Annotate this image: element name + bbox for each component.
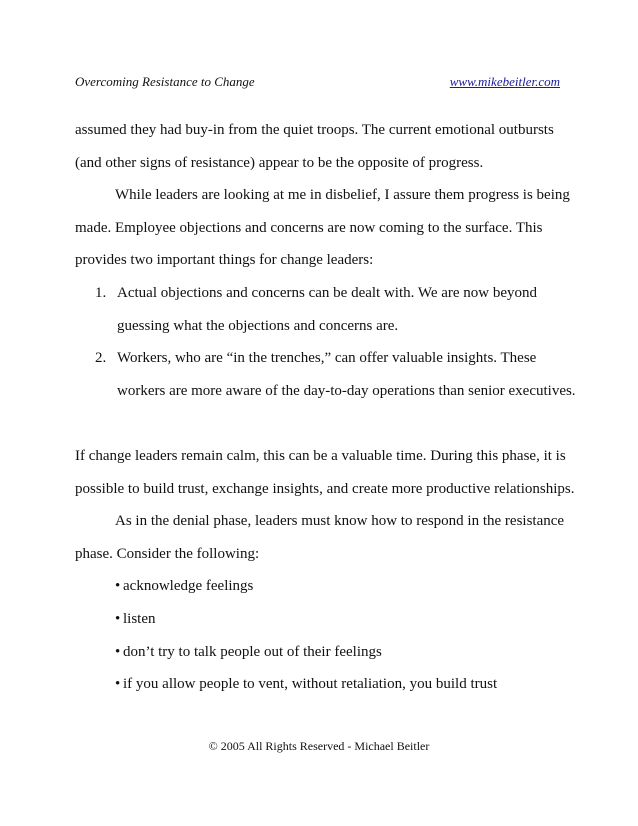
paragraph-line: phase. Consider the following: — [75, 545, 260, 562]
bullet-item — [75, 570, 575, 603]
list-item-continuation: workers are more aware of the day-to-day operations than senior executives. — [117, 382, 576, 399]
paragraph-line: While leaders are looking at me in disbelief, I assure them progress is being — [115, 187, 570, 204]
numbered-list-item — [75, 277, 575, 310]
paragraph-line: (and other signs of resistance) appear to be the opposite of progress. — [75, 154, 484, 171]
bullet-text: don’t try to talk people out of their feelings — [123, 643, 382, 660]
website-link[interactable]: www.mikebeitler.com — [449, 74, 560, 89]
numbered-list-item — [75, 342, 575, 375]
page-footer: © 2005 All Rights Reserved - Michael Beitler — [208, 739, 430, 753]
bullet-item — [75, 603, 575, 636]
list-number: 1. — [95, 284, 107, 301]
bullet-icon: • — [115, 676, 121, 693]
paragraph-line: If change leaders remain calm, this can be a valuable time. During this phase, it is — [75, 447, 566, 464]
bullet-item — [75, 636, 575, 669]
paragraph-line: As in the denial phase, leaders must know how to respond in the resistance — [115, 513, 565, 530]
document-title: Overcoming Resistance to Change — [75, 74, 255, 89]
list-item-continuation: guessing what the objections and concerns are. — [117, 317, 399, 334]
list-item-text: Actual objections and concerns can be dealt with. We are now beyond — [117, 284, 538, 301]
bullet-icon: • — [115, 643, 121, 660]
bullet-text: listen — [123, 610, 156, 627]
bullet-item — [75, 668, 575, 701]
paragraph-line: provides two important things for change leaders: — [75, 252, 374, 269]
bullet-icon: • — [115, 610, 121, 627]
page-body — [75, 114, 575, 701]
paragraph-line: possible to build trust, exchange insights, and create more productive relationships. — [75, 480, 575, 497]
paragraph-spacer — [75, 407, 575, 440]
page-header — [75, 74, 560, 94]
list-number: 2. — [95, 350, 107, 367]
bullet-icon: • — [115, 578, 121, 595]
bullet-text: if you allow people to vent, without retaliation, you build trust — [123, 676, 498, 693]
list-item-text: Workers, who are “in the trenches,” can offer valuable insights. These — [117, 350, 537, 367]
paragraph-line: made. Employee objections and concerns are now coming to the surface. This — [75, 219, 543, 236]
bullet-text: acknowledge feelings — [123, 578, 254, 595]
paragraph-line: assumed they had buy-in from the quiet troops. The current emotional outbursts — [75, 122, 554, 138]
